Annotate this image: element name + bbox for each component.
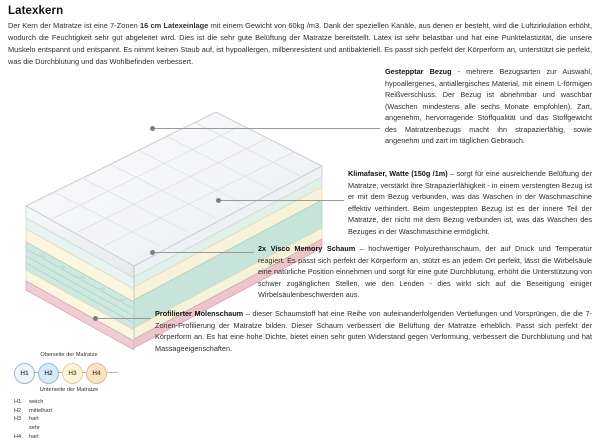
leader-line-wadding [218, 200, 344, 201]
intro-text-after: mit einem Gewicht von 60kg /m3. Dank der speziellen Kanäle, aus denen er besteht, wird die Luftzirkulation erhöht, wodurch die Feuchtigkeit sehr gut abgeleitet wird. Dies ist die sehr gute Belüftung der Matratze bereitstellt. Latex ist sehr belastbar und hat eine Punktelastizität, die unsere Muskeln entspannt und entspannt. Es nimmt keinen Staub auf, ist hypoallergen, milbenresistent und antibakteriell. Es passt sich perfekt der Körperform an, unterstützt sie perfekt, was die Durchblutung und das Wohlbefinden verbessert. [8, 21, 592, 66]
callout-gestepptar-bezug [385, 66, 592, 147]
leader-line-molett [95, 318, 151, 319]
hardness-key-item [14, 415, 44, 424]
callout-head-gestepptar-bezug: Gestepptar Bezug [385, 67, 452, 76]
legend-bottom-caption: Unterseite der Matratze [39, 387, 99, 393]
hardness-key-item [14, 407, 53, 416]
hardness-key-list [14, 398, 53, 441]
hardness-key-item [14, 398, 44, 407]
callout-klimafaser-watte [348, 168, 592, 237]
page-title: Latexkern [8, 5, 64, 17]
leader-line-visco [152, 252, 254, 253]
hardness-key-label-h3: hart [29, 416, 39, 423]
intro-bold-highlight: 16 cm Latexeinlage [139, 21, 209, 30]
leader-dot-visco [150, 250, 155, 255]
intro-text-before: Der Kern der Matratze ist eine 7-Zonen [8, 21, 140, 30]
legend-scale [14, 361, 124, 385]
callout-body-visco-memory-schaum: – hochwertiger Polyurethanschaum, der auf Druck und Temperatur reagiert. Es passt sich perfekt der Körperform an, stützt es an jedem Ort perfekt, lässt die Wirbelsäule eine natürliche Position einnehmen und sorgt für eine gute Durchblutung, erhöht die Unterstützung von schwer zugänglichen Stellen, wie den Lenden - dies wirkt sich auf die Beseitigung einiger Wirbelsäulenbeschwerden aus. [258, 244, 592, 300]
legend-top-caption: Oberseite der Matratze [40, 352, 98, 358]
hardness-key-code-h3: H3 [14, 416, 22, 423]
callout-body-gestepptar-bezug: - mehrere Bezugsarten zur Auswahl, hypoallergenes, antiallergisches Material, mit einem L-förmigen Reißverschluss. Der Bezug ist abnehmbar und waschbar (Waschen mindestens alle sechs Monate empfohlen). Zart, angenehm, hervorragende Stoffqualität und das Stoffgewicht des Matratzenbezugs macht ihn strapazierfähig, sowie angenehm und zart im täglichen Gebrauch. [385, 67, 592, 146]
callout-body-profilierter-molettschaum: – dieser Schaumstoff hat eine Reihe von aufeinanderfolgenden Vertiefungen und Vorsprüngen, die die 7-Zonen-Profilierung der Matratze bilden. Dieser Schaum verbessert die Belüftung der Matratze erheblich. Passt sich perfekt der Körperform an. Es hat eine hohe Dichte, bietet einen sehr guten Widerstand gegen Verformung, verbessert die Durchblutung und hat Massageeigenschaften. [155, 309, 592, 353]
intro-paragraph [8, 20, 592, 68]
leader-dot-molett [93, 316, 98, 321]
hardness-legend [14, 352, 134, 393]
hardness-key-code-h2: H2 [14, 407, 22, 414]
hardness-key-code-h4: H4 [14, 433, 22, 440]
callout-head-profilierter-molettschaum: Profilierter Molenschaum [155, 309, 244, 318]
hardness-key-item [14, 424, 44, 441]
leader-dot-wadding [216, 198, 221, 203]
leader-line-cover [152, 128, 380, 129]
hardness-badge-h2: H2 [38, 363, 59, 384]
hardness-key-label-h1: weich [29, 399, 44, 405]
callout-visco-memory-schaum [258, 243, 592, 301]
hardness-key-code-h1: H1 [14, 399, 22, 405]
hardness-key-label-h4: sehr hart [29, 424, 40, 440]
hardness-key-label-h2: mittelhart [29, 407, 53, 414]
hardness-badge-h3: H3 [62, 363, 83, 384]
callout-body-klimafaser-watte: – sorgt für eine ausreichende Belüftung der Matratze, verstärkt ihre Strapazierfähigkeit - in einem verstengten Bezug ist er mit dem Bezug verbunden, was das Waschen in der Waschmaschine effektiv verhindert. Beim ungesteppten Bezug ist es der innere Teil der Matratze, der nicht mit dem Bezug verbunden ist, was das Waschen des Bezuges in der Waschmaschine ermöglicht. [348, 169, 592, 236]
callout-head-klimafaser-watte: Klimafaser, Watte (150g /1m) [348, 169, 448, 178]
callout-head-visco-memory-schaum: 2x Visco Memory Schaum [258, 244, 356, 253]
callout-profilierter-molettschaum [155, 308, 592, 354]
hardness-badge-h4: H4 [86, 363, 107, 384]
hardness-badge-h1: H1 [14, 363, 35, 384]
leader-dot-cover [150, 126, 155, 131]
